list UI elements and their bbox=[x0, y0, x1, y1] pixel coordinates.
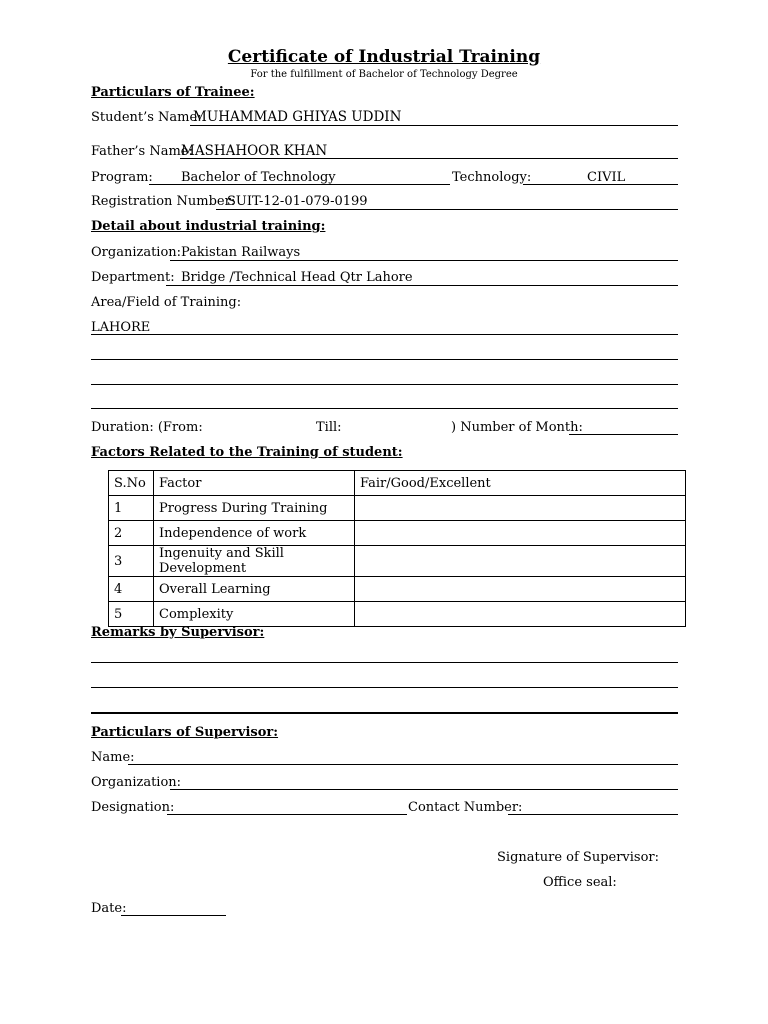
row-factor: Independence of work bbox=[154, 521, 355, 546]
father-name-label: Father’s Name: bbox=[91, 144, 193, 159]
program-label: Program: bbox=[91, 170, 153, 185]
row-sno: 1 bbox=[109, 496, 154, 521]
table-row bbox=[109, 577, 686, 602]
table-row bbox=[109, 546, 686, 577]
row-factor: Progress During Training bbox=[154, 496, 355, 521]
supervisor-section-title: Particulars of Supervisor: bbox=[91, 725, 279, 740]
registration-value: SUIT-12-01-079-0199 bbox=[227, 194, 368, 209]
designation-line[interactable] bbox=[167, 814, 407, 815]
area-value: LAHORE bbox=[91, 320, 151, 335]
date-line[interactable] bbox=[121, 915, 226, 916]
technology-label: Technology: bbox=[452, 170, 532, 185]
row-sno: 4 bbox=[109, 577, 154, 602]
remarks-line-2[interactable] bbox=[91, 687, 678, 688]
row-sno: 2 bbox=[109, 521, 154, 546]
row-rating-cell[interactable] bbox=[355, 496, 686, 521]
contact-number-line[interactable] bbox=[508, 814, 678, 815]
supervisor-name-label: Name: bbox=[91, 750, 135, 765]
duration-from-label: Duration: (From: bbox=[91, 420, 203, 435]
signature-label: Signature of Supervisor: bbox=[497, 850, 660, 865]
page-title: Certificate of Industrial Training bbox=[227, 47, 541, 67]
row-factor: Complexity bbox=[154, 602, 355, 627]
trainee-section-title: Particulars of Trainee: bbox=[91, 85, 255, 100]
remarks-line-1[interactable] bbox=[91, 662, 678, 663]
row-sno: 5 bbox=[109, 602, 154, 627]
factors-table bbox=[108, 470, 686, 627]
department-label: Department: bbox=[91, 270, 175, 285]
factors-table-header bbox=[109, 471, 686, 496]
number-of-months-label: ) Number of Month: bbox=[451, 420, 583, 435]
row-rating-cell[interactable] bbox=[355, 521, 686, 546]
supervisor-name-line[interactable] bbox=[128, 764, 678, 765]
row-rating-cell[interactable] bbox=[355, 546, 686, 577]
technology-value: CIVIL bbox=[587, 170, 626, 185]
contact-number-label: Contact Number: bbox=[408, 800, 523, 815]
row-rating-cell[interactable] bbox=[355, 577, 686, 602]
table-row bbox=[109, 521, 686, 546]
row-rating-cell[interactable] bbox=[355, 602, 686, 627]
father-name-value: MASHAHOOR KHAN bbox=[181, 143, 328, 159]
organization-value: Pakistan Railways bbox=[181, 245, 301, 260]
supervisor-organization-line[interactable] bbox=[170, 789, 678, 790]
remarks-line-3[interactable] bbox=[91, 712, 678, 714]
row-factor: Ingenuity and Skill Development bbox=[154, 546, 355, 577]
header-sno: S.No bbox=[109, 471, 154, 496]
duration-till-label: Till: bbox=[316, 420, 342, 435]
organization-label: Organization: bbox=[91, 245, 182, 260]
program-value: Bachelor of Technology bbox=[181, 170, 336, 185]
remarks-section-title: Remarks by Supervisor: bbox=[91, 625, 265, 640]
student-name-label: Student’s Name: bbox=[91, 110, 202, 125]
factors-section-title: Factors Related to the Training of student: bbox=[91, 445, 403, 460]
student-name-value: MUHAMMAD GHIYAS UDDIN bbox=[193, 109, 402, 125]
student-name-line[interactable] bbox=[190, 125, 678, 126]
row-factor: Overall Learning bbox=[154, 577, 355, 602]
area-line-4[interactable] bbox=[91, 408, 678, 409]
page-subtitle: For the fulfillment of Bachelor of Technology Degree bbox=[250, 69, 518, 80]
table-row bbox=[109, 602, 686, 627]
registration-label: Registration Number: bbox=[91, 194, 236, 209]
area-line-2[interactable] bbox=[91, 359, 678, 360]
area-line-3[interactable] bbox=[91, 384, 678, 385]
designation-label: Designation: bbox=[91, 800, 175, 815]
area-line-1[interactable] bbox=[91, 334, 678, 335]
area-label: Area/Field of Training: bbox=[91, 295, 242, 310]
table-row bbox=[109, 496, 686, 521]
header-factor: Factor bbox=[154, 471, 355, 496]
office-seal-label: Office seal: bbox=[543, 875, 617, 890]
number-of-months-line[interactable] bbox=[569, 434, 678, 435]
department-value: Bridge /Technical Head Qtr Lahore bbox=[181, 270, 413, 285]
row-sno: 3 bbox=[109, 546, 154, 577]
training-section-title: Detail about industrial training: bbox=[91, 219, 326, 234]
supervisor-organization-label: Organization: bbox=[91, 775, 182, 790]
header-rating: Fair/Good/Excellent bbox=[355, 471, 686, 496]
date-label: Date: bbox=[91, 901, 127, 916]
